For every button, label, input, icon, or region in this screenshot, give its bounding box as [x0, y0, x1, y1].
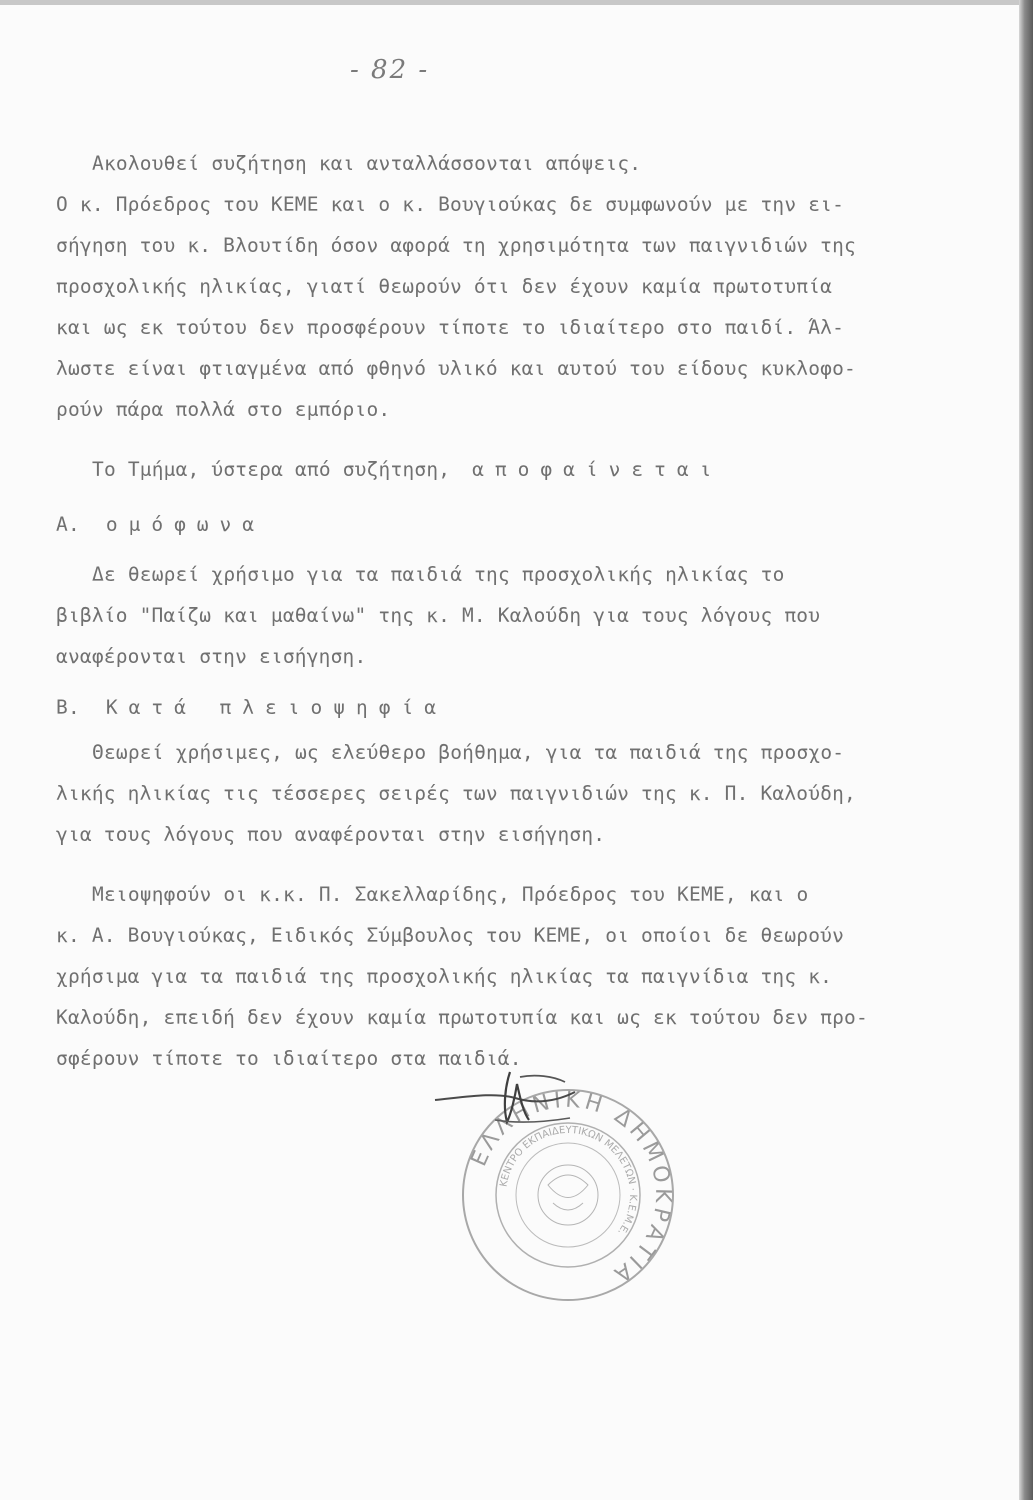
section-b-heading	[56, 696, 447, 719]
page-top-edge	[0, 0, 1033, 5]
section-a-label: Α.	[56, 513, 80, 536]
text-line: Ακολουθεί συζήτηση και ανταλλάσσονται απόψεις.	[92, 152, 642, 175]
text-line: λωστε είναι φτιαγμένα από φθηνό υλικό και αυτού του είδους κυκλοφο-	[56, 357, 856, 380]
decision-line	[92, 458, 722, 481]
page-number: - 82 -	[350, 55, 430, 85]
text-line: Δε θεωρεί χρήσιμο για τα παιδιά της προσχολικής ηλικίας το	[92, 563, 785, 586]
decision-intro: Το Τμήμα, ύστερα από συζήτηση,	[92, 458, 451, 481]
stamp-outer-text: ΕΛΛΗΝΙΚΗ ΔΗΜΟΚΡΑΤΙΑ	[466, 1087, 676, 1289]
text-line: ρούν πάρα πολλά στο εμπόριο.	[56, 398, 391, 421]
text-line: αναφέρονται στην εισήγηση.	[56, 645, 367, 668]
text-line: βιβλίο "Παίζω και μαθαίνω" της κ. Μ. Καλούδη για τους λόγους που	[56, 604, 821, 627]
text-line: Μειοψηφούν οι κ.κ. Π. Σακελλαρίδης, Πρόεδρος του ΚΕΜΕ, και ο	[92, 883, 809, 906]
section-b-label: Β.	[56, 696, 80, 719]
text-line: για τους λόγους που αναφέρονται στην εισήγηση.	[56, 823, 606, 846]
stamp-inner-text: ΚΕΝΤΡΟ ΕΚΠΑΙΔΕΥΤΙΚΩΝ ΜΕΛΕΤΩΝ · Κ.Ε.Μ.Ε.	[498, 1124, 639, 1237]
text-line: Καλούδη, επειδή δεν έχουν καμία πρωτοτυπία και ως εκ τούτου δεν προ-	[56, 1006, 868, 1029]
signature	[425, 1062, 605, 1142]
text-line: λικής ηλικίας τις τέσσερες σειρές των παιγνιδιών της κ. Π. Καλούδη,	[56, 782, 856, 805]
section-a-heading	[56, 513, 265, 536]
text-line: Ο κ. Πρόεδρος του ΚΕΜΕ και ο κ. Βουγιούκας δε συμφωνούν με την ει-	[56, 193, 845, 216]
text-line: σφέρουν τίποτε το ιδιαίτερο στα παιδιά.	[56, 1047, 522, 1070]
text-line: σήγηση του κ. Βλουτίδη όσον αφορά τη χρησιμότητα των παιγνιδιών της	[56, 234, 856, 257]
section-b-title: Κατά πλειοψηφία	[105, 696, 447, 719]
text-line: κ. Α. Βουγιούκας, Ειδικός Σύμβουλος του ΚΕΜΕ, οι οποίοι δε θεωρούν	[56, 924, 845, 947]
decision-word: αποφαίνεται	[472, 458, 723, 481]
emblem-icon	[538, 1165, 598, 1225]
text-line: Θεωρεί χρήσιμες, ως ελεύθερο βοήθημα, για τα παιδιά της προσχο-	[92, 741, 845, 764]
text-line: προσχολικής ηλικίας, γιατί θεωρούν ότι δεν έχουν καμία πρωτοτυπία	[56, 275, 833, 298]
text-line: χρήσιμα για τα παιδιά της προσχολικής ηλικίας τα παιγνίδια της κ.	[56, 965, 833, 988]
binding-edge	[1019, 0, 1033, 1500]
section-a-title: ομόφωνα	[105, 513, 266, 536]
text-line: και ως εκ τούτου δεν προσφέρουν τίποτε το ιδιαίτερο στο παιδί. Άλ-	[56, 316, 845, 339]
